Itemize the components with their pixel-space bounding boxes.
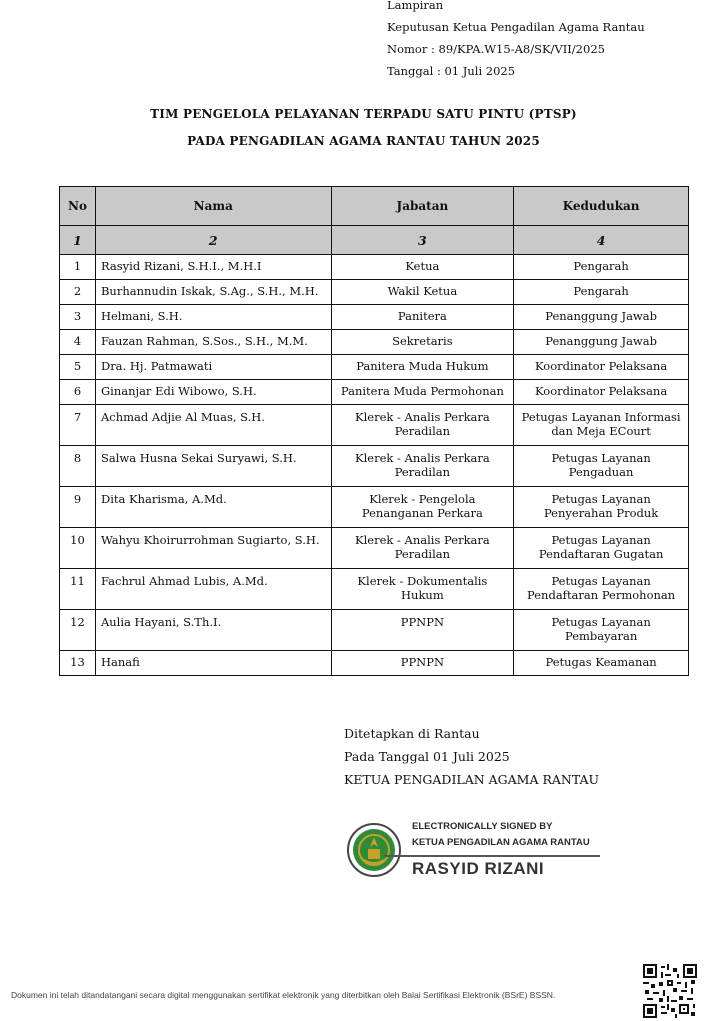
cell-jabatan-line: Peradilan [394, 465, 451, 479]
cell-kedudukan-line: dan Meja ECourt [551, 424, 651, 438]
cell-kedudukan [514, 487, 689, 528]
table-row [60, 528, 689, 569]
cell-kedudukan-line: Pendaftaran Permohonan [527, 588, 676, 602]
table-row [60, 446, 689, 487]
signature-block [344, 722, 599, 791]
cell-jabatan-line: Klerek - Analis Perkara [355, 533, 490, 547]
cell-kedudukan [514, 651, 689, 676]
cell-kedudukan-line: Penyerahan Produk [543, 506, 659, 520]
cell-nama: Salwa Husna Sekai Suryawi, S.H. [95, 446, 331, 487]
cell-no: 8 [60, 446, 96, 487]
cell-nama: Dra. Hj. Patmawati [95, 355, 331, 380]
cell-nama: Burhannudin Iskak, S.Ag., S.H., M.H. [95, 280, 331, 305]
cell-jabatan [331, 330, 514, 355]
cell-no: 13 [60, 651, 96, 676]
cell-kedudukan-line: Pendaftaran Gugatan [538, 547, 664, 561]
cell-jabatan [331, 569, 514, 610]
table-row [60, 487, 689, 528]
document-title: TIM PENGELOLA PELAYANAN TERPADU SATU PINTU (PTSP) [150, 107, 577, 121]
cell-kedudukan-line: Pembayaran [564, 629, 638, 643]
cell-nama: Wahyu Khoirurrohman Sugiarto, S.H. [95, 528, 331, 569]
cell-jabatan-line: Wakil Ketua [387, 284, 458, 298]
cell-nama: Rasyid Rizani, S.H.I., M.H.I [95, 255, 331, 280]
lampiran-nomor: Nomor : 89/KPA.W15-A8/SK/VII/2025 [387, 42, 605, 56]
cell-kedudukan [514, 446, 689, 487]
cell-no: 10 [60, 528, 96, 569]
table-row [60, 610, 689, 651]
table-row [60, 355, 689, 380]
lampiran-block [387, 0, 645, 82]
cell-nama: Aulia Hayani, S.Th.I. [95, 610, 331, 651]
cell-kedudukan-line: Penanggung Jawab [545, 309, 657, 323]
cell-jabatan [331, 280, 514, 305]
cell-jabatan-line: Panitera Muda Permohonan [340, 384, 504, 398]
cell-nama: Hanafi [95, 651, 331, 676]
cell-nama: Ginanjar Edi Wibowo, S.H. [95, 380, 331, 405]
table-row [60, 569, 689, 610]
cell-no: 3 [60, 305, 96, 330]
esign-label-1: ELECTRONICALLY SIGNED BY [412, 821, 553, 832]
cell-jabatan-line: Ketua [405, 259, 440, 273]
cell-jabatan-line: Klerek - Analis Perkara [355, 410, 490, 424]
cell-kedudukan [514, 255, 689, 280]
esign-name: RASYID RIZANI [412, 859, 545, 878]
cell-no: 9 [60, 487, 96, 528]
cell-kedudukan [514, 355, 689, 380]
table-row [60, 305, 689, 330]
table-row [60, 405, 689, 446]
cell-kedudukan-line: Koordinator Pelaksana [535, 359, 668, 373]
cell-jabatan-line: Klerek - Pengelola [369, 492, 476, 506]
signature-place: Ditetapkan di Rantau [344, 726, 480, 741]
cell-kedudukan [514, 610, 689, 651]
table-row [60, 280, 689, 305]
header-jabatan: Jabatan [331, 187, 514, 226]
qr-code-icon [643, 964, 697, 1018]
esign-label-2: KETUA PENGADILAN AGAMA RANTAU [412, 837, 590, 848]
cell-jabatan-line: Sekretaris [392, 334, 453, 348]
cell-jabatan-line: Penanganan Perkara [361, 506, 483, 520]
cell-jabatan [331, 355, 514, 380]
colnum-4: 4 [514, 226, 689, 255]
cell-kedudukan-line: Petugas Layanan [551, 492, 651, 506]
cell-jabatan [331, 380, 514, 405]
header-kedudukan: Kedudukan [514, 187, 689, 226]
header-nama: Nama [95, 187, 331, 226]
cell-kedudukan [514, 305, 689, 330]
cell-nama: Helmani, S.H. [95, 305, 331, 330]
cell-jabatan-line: Panitera [397, 309, 447, 323]
cell-kedudukan-line: Petugas Layanan [551, 574, 651, 588]
cell-kedudukan-line: Petugas Layanan [551, 615, 651, 629]
cell-kedudukan [514, 380, 689, 405]
cell-nama: Fauzan Rahman, S.Sos., S.H., M.M. [95, 330, 331, 355]
cell-kedudukan-line: Pengarah [573, 284, 629, 298]
column-number-row [60, 226, 689, 255]
cell-jabatan-line: PPNPN [400, 655, 445, 669]
cell-jabatan [331, 305, 514, 330]
cell-jabatan-line: Peradilan [394, 424, 451, 438]
lampiran-keputusan: Keputusan Ketua Pengadilan Agama Rantau [387, 20, 645, 34]
lampiran-tanggal: Tanggal : 01 Juli 2025 [387, 64, 516, 78]
ptsp-table [59, 186, 689, 676]
court-seal-icon [346, 822, 402, 878]
cell-nama: Achmad Adjie Al Muas, S.H. [95, 405, 331, 446]
signature-underline [384, 855, 600, 857]
cell-nama: Dita Kharisma, A.Md. [95, 487, 331, 528]
cell-no: 2 [60, 280, 96, 305]
document-subtitle: PADA PENGADILAN AGAMA RANTAU TAHUN 2025 [187, 134, 540, 148]
cell-no: 11 [60, 569, 96, 610]
cell-no: 6 [60, 380, 96, 405]
cell-kedudukan-line: Koordinator Pelaksana [535, 384, 668, 398]
cell-kedudukan-line: Petugas Layanan [551, 451, 651, 465]
cell-kedudukan-line: Pengarah [573, 259, 629, 273]
cell-no: 12 [60, 610, 96, 651]
cell-no: 5 [60, 355, 96, 380]
signature-position: KETUA PENGADILAN AGAMA RANTAU [344, 772, 600, 787]
electronic-signature [344, 817, 604, 887]
header-no: No [60, 187, 96, 226]
cell-kedudukan [514, 528, 689, 569]
cell-kedudukan-line: Pengaduan [568, 465, 634, 479]
cell-kedudukan-line: Petugas Keamanan [545, 655, 657, 669]
table-row [60, 651, 689, 676]
table-body [60, 255, 689, 676]
cell-jabatan-line: Panitera Muda Hukum [356, 359, 489, 373]
cell-jabatan [331, 255, 514, 280]
table-header-row [60, 187, 689, 226]
cell-jabatan-line: Hukum [401, 588, 444, 602]
cell-nama: Fachrul Ahmad Lubis, A.Md. [95, 569, 331, 610]
signature-date: Pada Tanggal 01 Juli 2025 [344, 749, 510, 764]
table-row [60, 380, 689, 405]
cell-jabatan [331, 528, 514, 569]
lampiran-label: Lampiran [387, 0, 444, 12]
cell-jabatan-line: Klerek - Dokumentalis [357, 574, 488, 588]
cell-kedudukan [514, 330, 689, 355]
cell-jabatan-line: Klerek - Analis Perkara [355, 451, 490, 465]
colnum-1: 1 [60, 226, 96, 255]
table-row [60, 255, 689, 280]
cell-no: 4 [60, 330, 96, 355]
cell-kedudukan-line: Petugas Layanan [551, 533, 651, 547]
footer-note: Dokumen ini telah ditandatangani secara digital menggunakan sertifikat elektronik yang diterbitkan oleh Balai Sertifikasi Elektronik (BSrE) BSSN. [11, 990, 556, 1000]
table-row [60, 330, 689, 355]
cell-jabatan [331, 610, 514, 651]
colnum-2: 2 [95, 226, 331, 255]
cell-jabatan [331, 446, 514, 487]
cell-jabatan-line: PPNPN [400, 615, 445, 629]
cell-kedudukan [514, 280, 689, 305]
colnum-3: 3 [331, 226, 514, 255]
cell-kedudukan-line: Petugas Layanan Informasi [521, 410, 681, 424]
cell-jabatan [331, 651, 514, 676]
cell-kedudukan [514, 405, 689, 446]
cell-no: 7 [60, 405, 96, 446]
cell-jabatan [331, 487, 514, 528]
cell-kedudukan [514, 569, 689, 610]
cell-kedudukan-line: Penanggung Jawab [545, 334, 657, 348]
cell-jabatan [331, 405, 514, 446]
cell-no: 1 [60, 255, 96, 280]
cell-jabatan-line: Peradilan [394, 547, 451, 561]
